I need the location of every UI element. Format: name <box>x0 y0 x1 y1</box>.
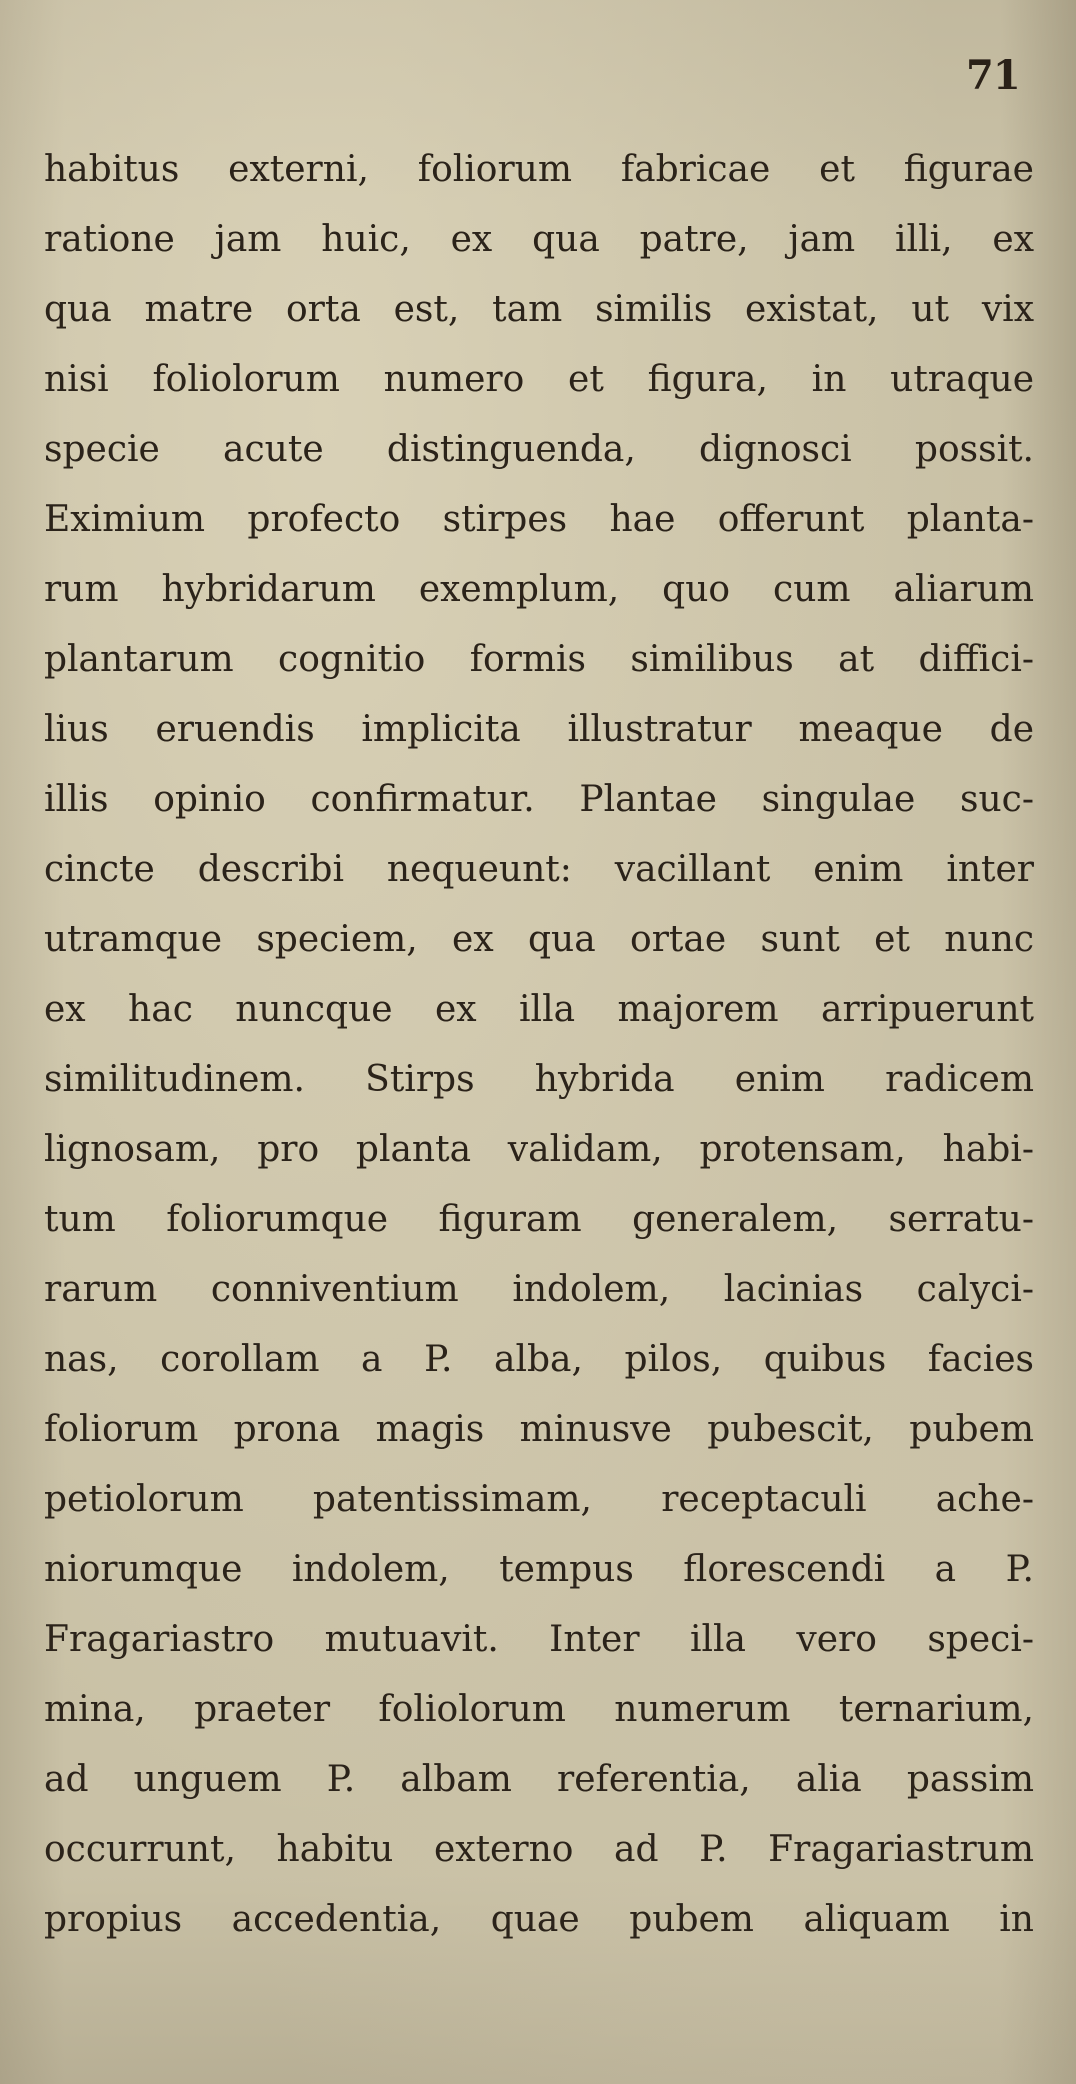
text-line: Fragariastro mutuavit. Inter illa vero speci- <box>44 1619 1034 1660</box>
text-line: plantarum cognitio formis similibus at diffici- <box>44 639 1034 680</box>
text-line: nisi foliolorum numero et figura, in utraque <box>44 359 1034 400</box>
text-line: rarum conniventium indolem, lacinias calyci- <box>44 1269 1034 1310</box>
text-line: Eximium profecto stirpes hae offerunt planta- <box>44 499 1034 540</box>
text-line: petiolorum patentissimam, receptaculi ache- <box>44 1479 1034 1520</box>
text-line: mina, praeter foliolorum numerum ternarium, <box>44 1689 1034 1730</box>
text-line: habitus externi, foliorum fabricae et figurae <box>44 149 1034 190</box>
body-text <box>44 140 1034 1960</box>
text-line: qua matre orta est, tam similis existat, ut vix <box>44 289 1034 330</box>
text-line: cincte describi nequeunt: vacillant enim inter <box>44 849 1034 890</box>
text-line: rum hybridarum exemplum, quo cum aliarum <box>44 569 1034 610</box>
text-line: ex hac nuncque ex illa majorem arripuerunt <box>44 989 1034 1030</box>
text-line: tum foliorumque figuram generalem, serratu- <box>44 1199 1034 1240</box>
text-line: ad unguem P. albam referentia, alia passim <box>44 1759 1034 1800</box>
text-line: illis opinio confirmatur. Plantae singulae suc- <box>44 779 1034 820</box>
page-number: 71 <box>966 52 1020 99</box>
text-line: propius accedentia, quae pubem aliquam in <box>44 1899 1034 1940</box>
text-line: nas, corollam a P. alba, pilos, quibus facies <box>44 1339 1034 1380</box>
text-line: specie acute distinguenda, dignosci possit. <box>44 429 1034 470</box>
text-line: ratione jam huic, ex qua patre, jam illi, ex <box>44 219 1034 260</box>
text-line: foliorum prona magis minusve pubescit, pubem <box>44 1409 1034 1450</box>
text-line: utramque speciem, ex qua ortae sunt et nunc <box>44 919 1034 960</box>
text-line: lius eruendis implicita illustratur meaque de <box>44 709 1034 750</box>
text-line: occurrunt, habitu externo ad P. Fragariastrum <box>44 1829 1034 1870</box>
text-line: lignosam, pro planta validam, protensam, habi- <box>44 1129 1034 1170</box>
text-line: niorumque indolem, tempus florescendi a P. <box>44 1549 1034 1590</box>
text-line: similitudinem. Stirps hybrida enim radicem <box>44 1059 1034 1100</box>
